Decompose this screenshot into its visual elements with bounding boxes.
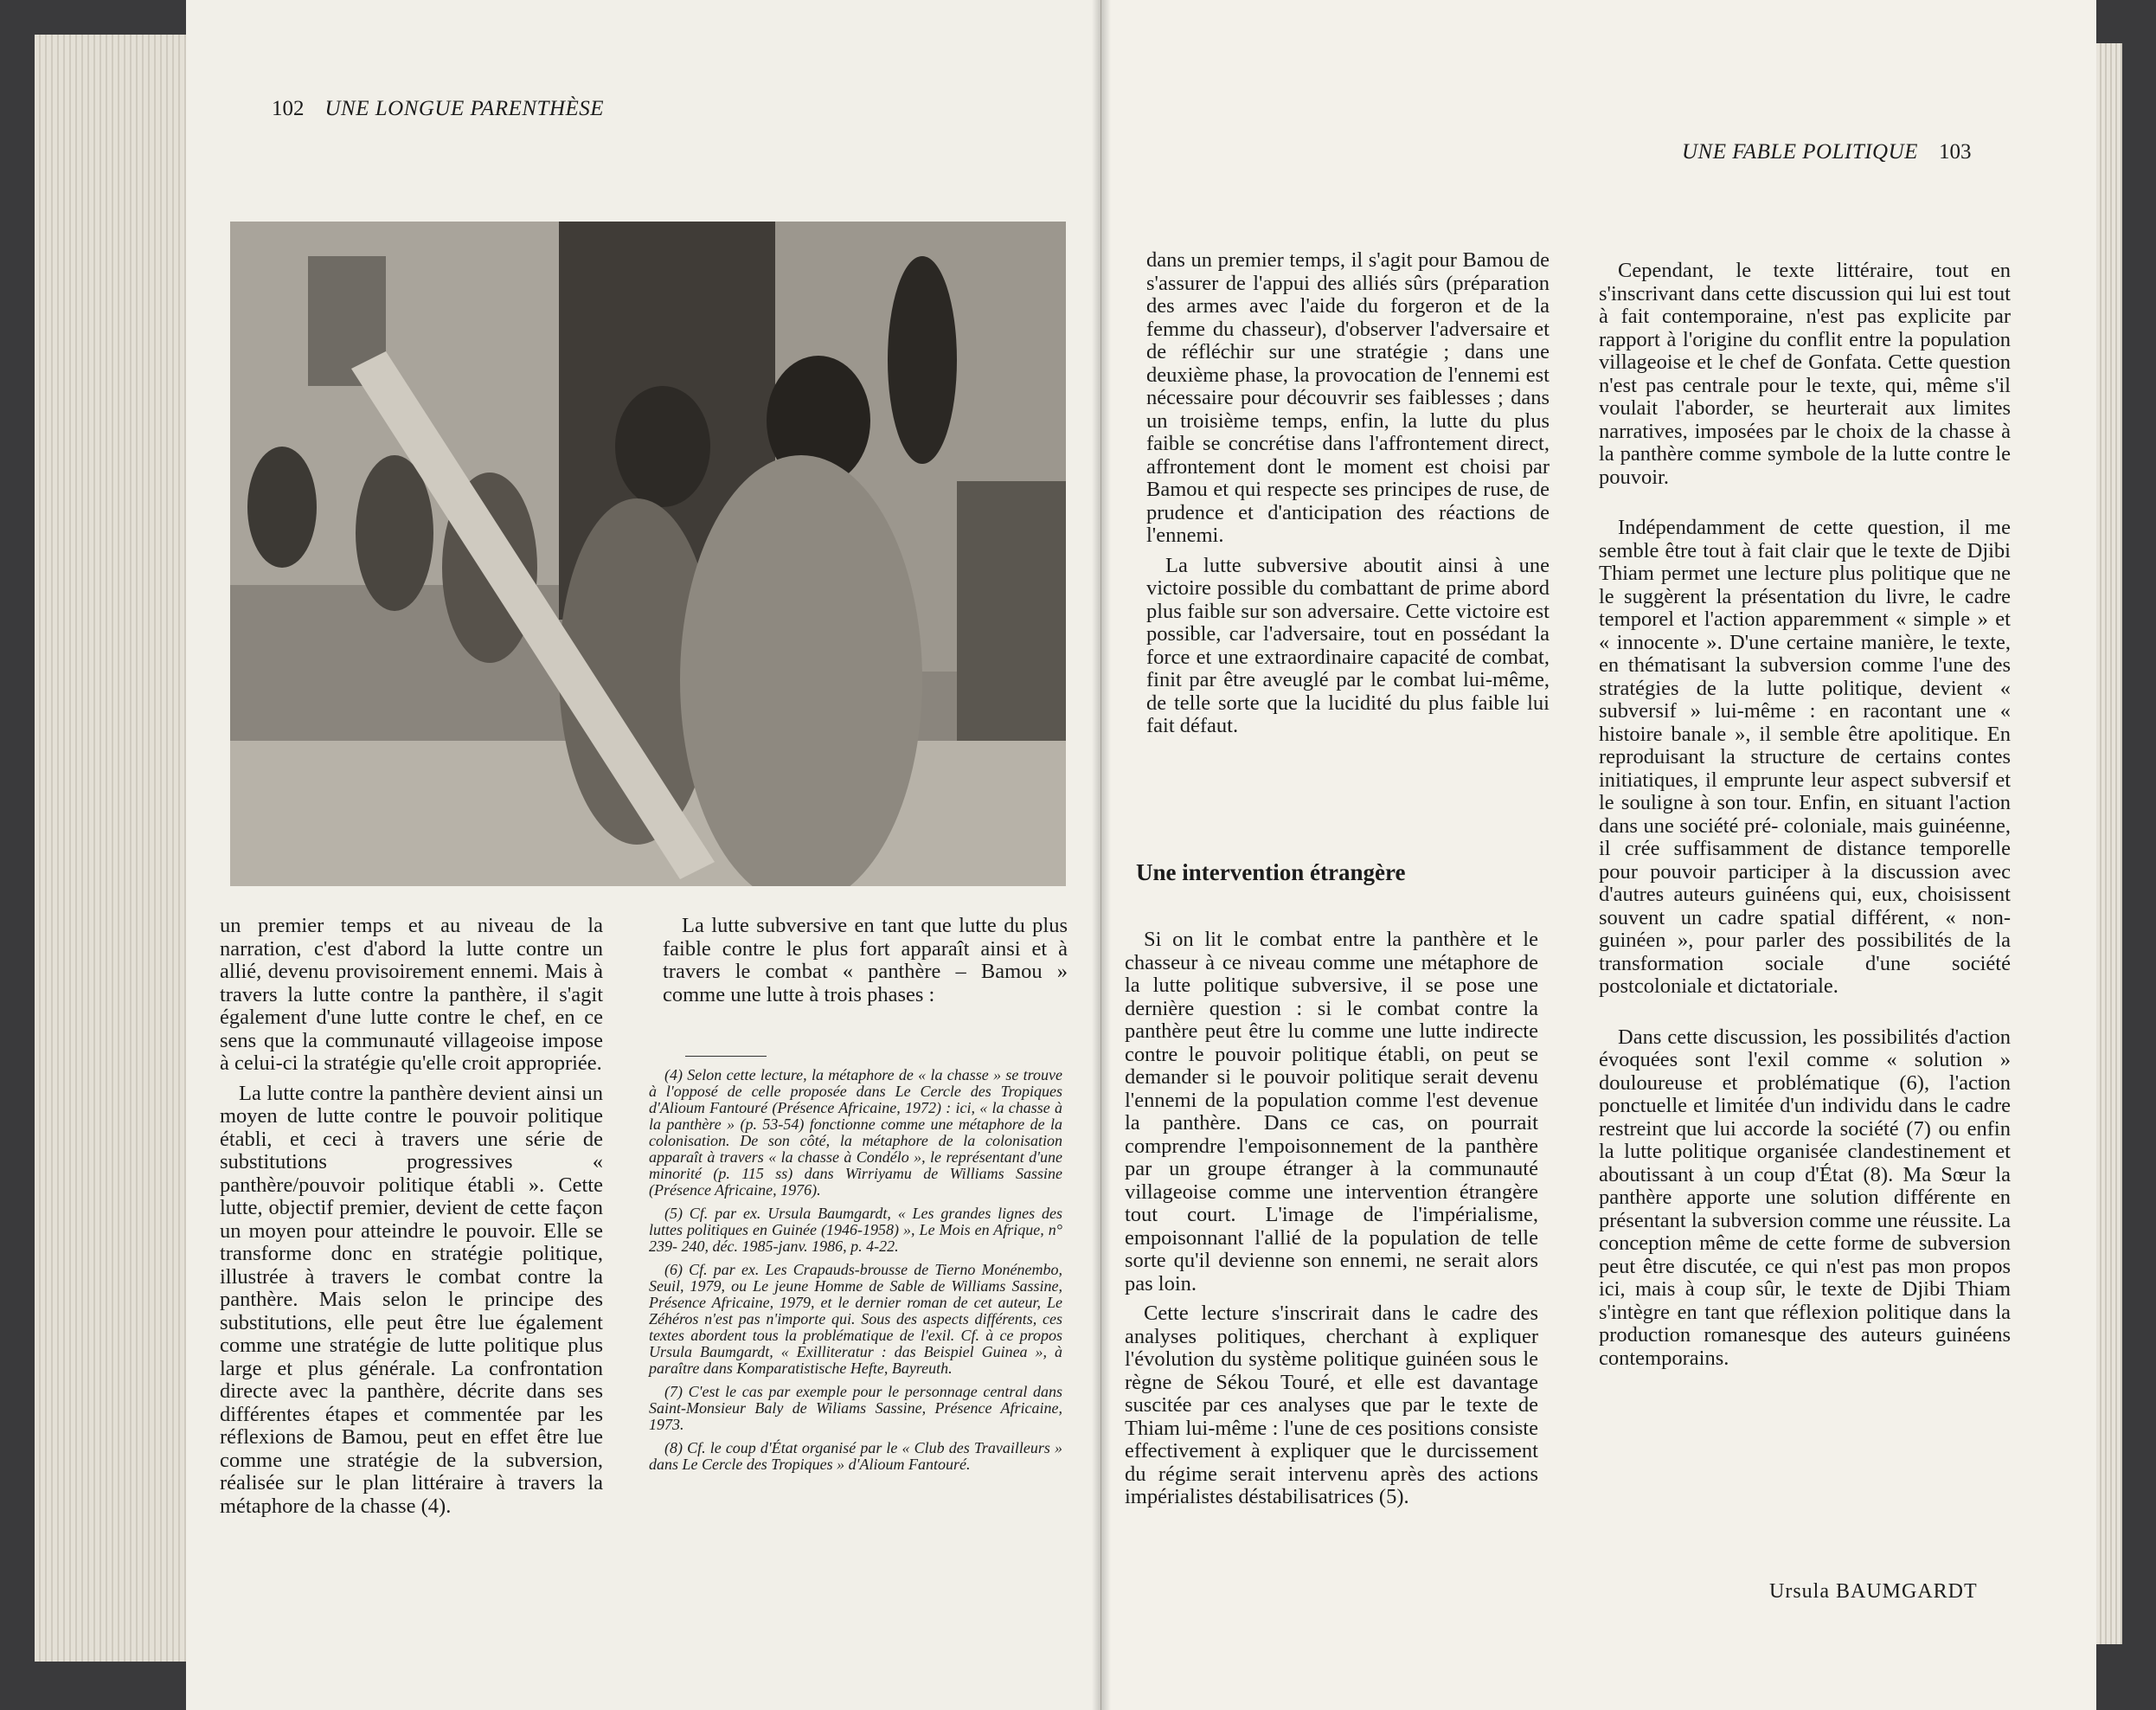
paragraph: Dans cette discussion, les possibilités d'action évoquées sont l'exil comme « solution » douloureuse et problématique (6), l'action ponctuelle et limitée d'un individu dans le cadre restreint que lui accorde la société (7) ou enfin la lutte politique organisée clandestinement et aboutissant à un coup d'État (8). Ma Sœur la panthère apporte une solution différente en présentant la subversion comme une réussite. La conception même de cette forme de subversion peut être discutée, ce qui n'est pas mon propos ici, mais à coup sûr, le texte de Djibi Thiam s'intègre en tant que réflexion politique dans la production romanesque des auteurs guinéens contemporains. (1599, 1025, 2011, 1370)
page-edges-right (2096, 43, 2122, 1644)
author-signature: Ursula BAUMGARDT (1769, 1580, 1978, 1603)
left-running-title: UNE LONGUE PARENTHÈSE (324, 97, 605, 120)
paragraph: La lutte subversive aboutit ainsi à une victoire possible du combattant de prime abord plus faible sur son adversaire. Cette victoire est possible, car l'adversaire, tout en possédant la force et une extraordinaire capacité de combat, finit par être aveuglé par le combat lui-même, de telle sorte que la lucidité du plus faible lui fait défaut. (1146, 553, 1550, 737)
footnote: (6) Cf. par ex. Les Crapauds-brousse de Tierno Monénembo, Seuil, 1979, ou Le jeune Homme de Sable de Williams Sassine, Présence Africaine, 1979, et le dernier roman de cet auteur, Le Zéhéros n'est pas n'importe qui. Sous des aspects différents, ces textes abordent tous la problématique de l'exil. Cf. à ce propos Ursula Baumgardt, « Exilliteratur : das Beispiel Guinea », à paraître dans Komparatistische Hefte, Bayreuth. (649, 1261, 1062, 1377)
left-col-1 (220, 915, 603, 1518)
right-col-1-bottom (1125, 929, 1538, 1509)
book-gutter (1092, 0, 1111, 1710)
paragraph: Indépendamment de cette question, il me semble être tout à fait clair que le texte de Djibi Thiam permet une lecture plus politique que ne le suggèrent la présentation du livre, le cadre temporel et l'action apparemment « simple » et « innocente ». D'une certaine manière, le texte, en thématisant la subversion comme l'une des stratégies de la lutte politique, devient « subversif » lui-même : en racontant une « histoire banale », il semble être apolitique. En reproduisant la structure de certains contes initiatiques, il emprunte leur aspect subversif et le souligne à son tour. Enfin, en situant l'action dans une société pré- coloniale, mais guinéenne, il crée suffisamment de distance temporelle pour pouvoir participer à la discussion avec d'autres auteurs guinéens qui, eux, choisissent souvent un cadre spatial différent, « non-guinéen », pour parler des possibilités de la transformation sociale d'une société postcoloniale et dictatoriale. (1599, 516, 2011, 998)
footnote: (4) Selon cette lecture, la métaphore de « la chasse » se trouve à l'opposé de celle proposée dans Le Cercle des Tropiques d'Alioum Fantouré (Présence Africaine, 1972) : ici, « la chasse à la panthère » (p. 53-54) fonctionne comme une métaphore de la colonisation. De son côté, la métaphore de la colonisation apparaît à travers « la chasse à Condélo », le représentant d'une minorité (p. 115 ss) dans Wirriyamu de Williams Sassine (Présence Africaine, 1976). (649, 1066, 1062, 1199)
page-edges-left (35, 35, 186, 1662)
section-heading: Une intervention étrangère (1136, 859, 1406, 885)
paragraph: La lutte subversive en tant que lutte du plus faible contre le plus fort apparaît ainsi et à travers le combat « panthère – Bamou » comme une lutte à trois phases : (663, 914, 1068, 1006)
left-running-head (251, 97, 604, 121)
paragraph: Cette lecture s'inscrirait dans le cadre des analyses politiques, cherchant à expliquer l'évolution du système politique guinéen sous le règne de Sékou Touré, et elle est davantage suscitée par ces analyses que par le texte de Thiam lui-même : l'une de ces positions consiste effectivement à expliquer que le durcissement du régime serait intervenu après des actions impérialistes déstabilisatrices (5). (1125, 1302, 1538, 1508)
right-running-head (1682, 140, 1992, 164)
footnote: (7) C'est le cas par exemple pour le personnage central dans Saint-Monsieur Baly de Wiliams Sassine, Présence Africaine, 1973. (649, 1383, 1062, 1433)
footnotes (649, 1067, 1062, 1480)
right-col-2 (1599, 260, 2011, 1370)
footnote-rule (685, 1056, 767, 1057)
photograph-hunters (230, 222, 1066, 886)
paragraph: un premier temps et au niveau de la narration, c'est d'abord la lutte contre un allié, devenu provisoirement ennemi. Mais à travers la lutte contre la panthère, il s'agit également d'une lutte contre le chef, en ce sens que la communauté villageoise impose à celui-ci la stratégie qu'elle croit appropriée. (220, 914, 603, 1075)
footnote: (5) Cf. par ex. Ursula Baumgardt, « Les grandes lignes des luttes politiques en Guinée (1946-1958) », Le Mois en Afrique, n° 239- 240, déc. 1985-janv. 1986, p. 4-22. (649, 1205, 1062, 1255)
paragraph: Cependant, le texte littéraire, tout en s'inscrivant dans cette discussion qui lui est tout à fait contemporaine, n'est pas explicite par rapport à l'origine du conflit entre la population villageoise et le chef de Gonfata. Cette question n'est pas centrale pour le texte, qui, même s'il voulait l'aborder, se heurterait aux limites narratives, imposées par le choix de la chasse à la panthère comme symbole de la lutte contre le pouvoir. (1599, 259, 2011, 489)
paragraph: La lutte contre la panthère devient ainsi un moyen de lutte contre le pouvoir politique établi, et ceci à travers une série de substitutions progressives « panthère/pouvoir politique établi ». Cette lutte, objectif premier, devient de cette façon un moyen pour atteindre le pouvoir. Elle se transforme donc en stratégie politique, illustrée à travers le combat contre la panthère. Mais selon le principe des substitutions, elle peut être lue également comme une stratégie de lutte politique plus large et plus générale. La confrontation directe avec la panthère, décrite dans ses différentes étapes et commentée par les réflexions de Bamou, peut en effet être lue comme une stratégie de la subversion, réalisée sur le plan littéraire à travers la métaphore de la chasse (4). (220, 1081, 603, 1518)
right-page-number: 103 (1938, 140, 1972, 164)
left-col-2 (663, 915, 1068, 1006)
right-running-title: UNE FABLE POLITIQUE (1682, 140, 1918, 164)
right-col-1-top (1146, 249, 1550, 738)
footnote: (8) Cf. le coup d'État organisé par le « Club des Travailleurs » dans Le Cercle des Tropiques » d'Alioum Fantouré. (649, 1439, 1062, 1473)
left-page-number: 102 (272, 97, 305, 120)
paragraph: dans un premier temps, il s'agit pour Bamou de s'assurer de l'appui des alliés sûrs (préparation des armes avec l'aide du forgeron et de la femme du chasseur), d'observer l'adversaire et de réfléchir sur une stratégie ; dans une deuxième phase, la provocation de l'ennemi est nécessaire pour découvrir ses faiblesses ; dans un troisième temps, enfin, la lutte du plus faible se concrétise dans l'affrontement direct, affrontement dont le moment est choisi par Bamou et qui respecte ses principes de ruse, de prudence et d'anticipation des réactions de l'ennemi. (1146, 248, 1550, 547)
paragraph: Si on lit le combat entre la panthère et le chasseur à ce niveau comme une métaphore de la lutte politique subversive, il se pose une dernière question : si le combat contre la panthère peut être lu comme une lutte indirecte contre le pouvoir politique établi, on peut se demander si le pouvoir politique serait devenu l'ennemi de la population comme l'est devenue la panthère. Dans ce cas, on pourrait comprendre l'empoisonnement de la panthère par un groupe étranger à la communauté villageoise comme une intervention étrangère tout court. L'image de l'impérialisme, empoisonnant l'allié de la population de telle sorte qu'il devienne son ennemi, ne serait alors pas loin. (1125, 928, 1538, 1295)
